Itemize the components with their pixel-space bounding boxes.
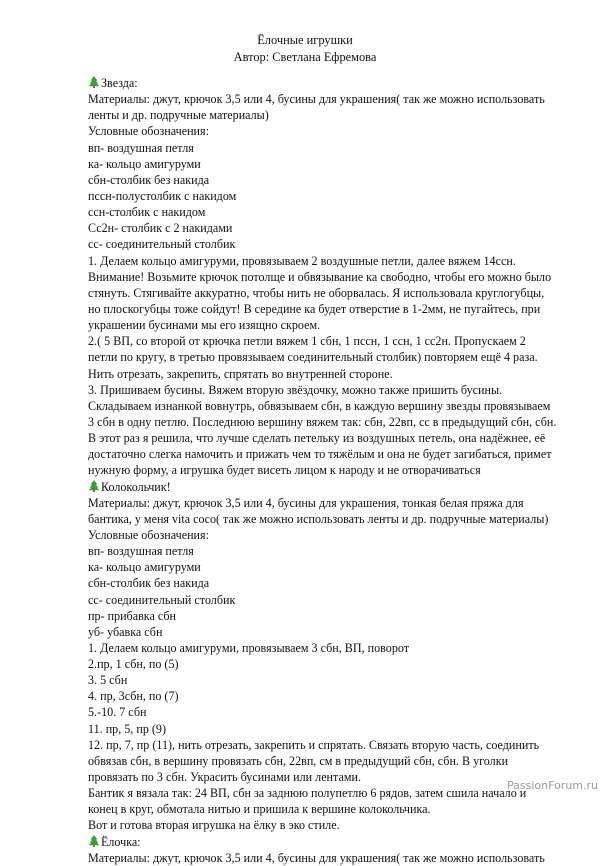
line-text: Условные обозначения: (88, 527, 209, 542)
line-text: 5.-10. 7 сбн (88, 705, 147, 720)
text-line (88, 140, 578, 156)
christmas-tree-icon (88, 480, 100, 492)
line-text: Звезда: (101, 76, 138, 90)
text-line (88, 220, 578, 236)
text-line (88, 253, 578, 269)
line-text: ка- кольцо амигуруми (88, 156, 201, 171)
line-text: сс- соединительный столбик (88, 592, 236, 607)
text-line (88, 301, 578, 317)
text-line (88, 172, 578, 188)
text-line (88, 317, 578, 333)
line-text: Бантик я вязала так: 24 ВП, сбн за заднюю полупетлю 6 рядов, затем сшила начало и (88, 786, 527, 801)
line-text: Материалы: джут, крючок 3,5 или 4, бусины для украшения( так же можно использовать (88, 850, 545, 865)
christmas-tree-icon (88, 835, 100, 847)
line-text: Складываем изнанкой вовнутрь, обвязываем сбн, в каждую вершину звезды провязываем (88, 398, 551, 413)
christmas-tree-icon (88, 76, 100, 88)
text-line (88, 156, 578, 172)
line-text: 1. Делаем кольцо амигуруми, провязываем 3 сбн, ВП, поворот (88, 640, 410, 655)
line-text: сбн-столбик без накида (88, 576, 210, 591)
text-line (88, 382, 578, 398)
text-line (88, 495, 578, 511)
text-line (88, 704, 578, 720)
line-text: нужную форму, а игрушка будет висеть лицом к народу и не отворачиваться (88, 463, 481, 478)
text-line (88, 624, 578, 640)
text-line (88, 430, 578, 446)
line-text: пр- прибавка сбн (88, 608, 177, 623)
line-text: но плоскогубцы тоже сойдут! В середине ка будет отверстие в 1-2мм, не пугайтесь, при (88, 301, 541, 316)
text-line (88, 559, 578, 575)
text-line (88, 462, 578, 478)
line-text: обвязав сбн, в вершину провязать сбн, 22вп, см в предыдущий сбн, сбн. В уголки (88, 753, 509, 768)
text-line (88, 817, 578, 833)
line-text: Нить отрезать, закрепить, спрятать во внутренней стороне. (88, 366, 393, 381)
text-line (88, 753, 578, 769)
text-line (88, 527, 578, 543)
line-text: 3. Пришиваем бусины. Вяжем вторую звёздочку, можно также пришить бусины. (88, 382, 503, 397)
text-line (88, 107, 578, 123)
section-heading (88, 75, 578, 91)
text-line (88, 511, 578, 527)
line-text: провязать по 3 сбн. Украсить бусинами или лентами. (88, 770, 361, 785)
line-text: Сс2н- столбик с 2 накидами (88, 221, 233, 236)
text-line (88, 543, 578, 559)
text-line (88, 656, 578, 672)
line-text: пссн-полустолбик с накидом (88, 188, 237, 203)
line-text: Внимание! Возьмите крючок потолще и обвязывание ка свободно, чтобы его можно было (88, 269, 552, 284)
text-line (88, 366, 578, 382)
line-text: 1. Делаем кольцо амигуруми, провязываем 2 воздушные петли, далее вяжем 14ссн. (88, 253, 516, 268)
line-text: достаточно слегка намочить и прижать чем то тяжёлым и она не будет загибаться, примет (88, 447, 552, 462)
document-title: Ёлочные игрушки (257, 33, 353, 47)
text-line (88, 672, 578, 688)
text-line (88, 91, 578, 107)
text-line (88, 640, 578, 656)
line-text: В этот раз я решила, что лучше сделать петельку из воздушных петель, она надёжнее, её (88, 431, 546, 446)
line-text: 11. пр, 5, пр (9) (88, 721, 166, 736)
line-text: 4. пр, 3сбн, по (7) (88, 689, 179, 704)
line-text: сс- соединительный столбик (88, 237, 236, 252)
text-line (88, 204, 578, 220)
line-text: ка- кольцо амигуруми (88, 560, 201, 575)
text-line (88, 269, 578, 285)
line-text: уб- убавка сбн (88, 624, 163, 639)
text-line (88, 721, 578, 737)
line-text: Материалы: джут, крючок 3,5 или 4, бусины для украшения, тонкая белая пряжа для (88, 495, 524, 510)
line-text: ленты и др. подручные материалы) (88, 108, 269, 123)
line-text: Материалы: джут, крючок 3,5 или 4, бусины для украшения( так же можно использовать (88, 92, 545, 107)
line-text: Колокольчик! (101, 479, 171, 494)
text-line (88, 236, 578, 252)
text-line (88, 801, 578, 817)
line-text: сбн-столбик без накида (88, 172, 210, 187)
document-body (88, 75, 578, 866)
watermark: PassionForum.ru (507, 779, 598, 792)
line-text: конец в круг, обмотала нитью и пришила к вершине колокольчика. (88, 802, 431, 817)
text-line (88, 592, 578, 608)
text-line (88, 349, 578, 365)
text-line (88, 398, 578, 414)
text-line (88, 575, 578, 591)
text-line (88, 446, 578, 462)
text-line (88, 608, 578, 624)
line-text: ссн-столбик с накидом (88, 205, 206, 220)
line-text: стянуть. Стягивайте аккуратно, чтобы нить не оборвалась. Я использовала круглогубцы, (88, 285, 545, 300)
text-line (88, 188, 578, 204)
line-text: вп- воздушная петля (88, 140, 194, 155)
text-line (88, 737, 578, 753)
section-heading (88, 479, 578, 495)
line-text: Условные обозначения: (88, 124, 209, 139)
line-text: вп- воздушная петля (88, 544, 194, 559)
document-author: Автор: Светлана Ефремова (233, 50, 377, 64)
line-text: Вот и готова вторая игрушка на ёлку в эко стиле. (88, 818, 340, 833)
text-line (88, 688, 578, 704)
text-line (88, 285, 578, 301)
line-text: бантика, у меня vita coco( так же можно использовать ленты и др. подручные материалы) (88, 511, 549, 526)
line-text: 3 сбн в одну петлю. Последнюю вершину вяжем так: сбн, 22вп, сс в предыдущий сбн, сбн. (88, 414, 557, 429)
line-text: 2.( 5 ВП, со второй от крючка петли вяжем 1 сбн, 1 пссн, 1 ссн, 1 сс2н. Пропускаем 2 (88, 334, 526, 349)
section-heading (88, 834, 578, 850)
text-line (88, 333, 578, 349)
line-text: 2.пр, 1 сбн, по (5) (88, 657, 179, 672)
text-line (88, 785, 578, 801)
text-line (88, 769, 578, 785)
line-text: петли по кругу, в третью провязываем соединительный столбик) повторяем ещё 4 раза. (88, 350, 538, 365)
text-line (88, 123, 578, 139)
line-text: украшении бусинами мы его изящно скроем. (88, 318, 321, 333)
line-text: 12. пр, 7, пр (11), нить отрезать, закрепить и спрятать. Связать вторую часть, соединить (88, 737, 540, 752)
line-text: Ёлочка: (101, 834, 141, 849)
text-line (88, 414, 578, 430)
text-line (88, 850, 578, 866)
line-text: 3. 5 сбн (88, 673, 128, 688)
